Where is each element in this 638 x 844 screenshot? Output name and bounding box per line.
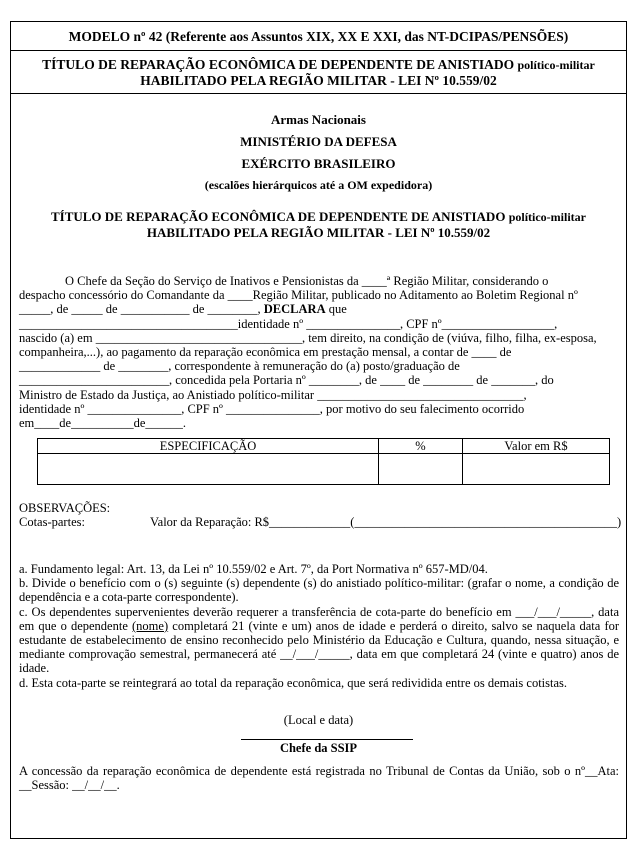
valor-reparacao: Valor da Reparação: R$_____________(__________________________________________) xyxy=(150,515,622,529)
title-repeat xyxy=(11,209,626,240)
document-title-header xyxy=(11,51,626,94)
note-c xyxy=(19,605,619,676)
valor-cell[interactable] xyxy=(463,454,610,485)
body-line: O Chefe da Seção do Serviço de Inativos e Pensionistas da ____ª Região Militar, considerando o xyxy=(65,274,549,288)
signature-line xyxy=(241,739,413,740)
body-line: _____, de _____ de ___________ de ________, DECLARA que xyxy=(19,302,347,317)
title-subtype: político-militar xyxy=(517,58,595,72)
note-c-part2: completará 21 (vinte e um) anos de idade e perderá o direito, salvo se naquela data for estudante de estabelecimento de ensino reconhecido pelo Ministério da Educação e Cultura, quando, nessa situação, e mediante comprovação semestral, permanecerá até __/___/_____, data em que completará 24 (vinte e quatro) anos de idade. xyxy=(19,618,620,676)
declaration-body xyxy=(19,274,619,430)
specification-table xyxy=(37,438,610,485)
body-line: em____de__________de______. xyxy=(19,416,186,431)
final-text: A concessão da reparação econômica de dependente está registrada no Tribunal de Contas da União, sob o nº__Ata: __Sessão: __/__/__. xyxy=(19,764,619,793)
title-law: HABILITADO PELA REGIÃO MILITAR - LEI Nº 10.559/02 xyxy=(140,73,497,88)
body-line: ________________________, concedida pela Portaria nº ________, de ____ de ________ de _______, do xyxy=(19,373,554,388)
title-repeat-law: HABILITADO PELA REGIÃO MILITAR - LEI Nº 10.559/02 xyxy=(146,225,491,240)
ministerio-heading: MINISTÉRIO DA DEFESA xyxy=(240,134,397,149)
note-c-part1: c. Os dependentes supervenientes deverão requerer a transferência de cota-parte do benefício em ___/___/_____, data em que o dependente xyxy=(19,604,619,633)
body-line: Ministro de Estado da Justiça, ao Anistiado político-militar _________________________________, xyxy=(19,387,527,402)
armas-nacionais: Armas Nacionais xyxy=(271,112,366,127)
note-b: b. Divide o benefício com o (s) seguinte (s) dependente (s) do anistiado político-militar: (grafar o nome, a condição de dependência e a cota-parte correspondente). xyxy=(19,576,619,605)
col-especificacao: ESPECIFICAÇÃO xyxy=(38,439,379,454)
body-line: nascido (a) em _________________________________, tem direito, na condição de (viúva, filho, filha, ex-esposa, xyxy=(19,330,597,345)
body-line: identidade nº _______________, CPF nº _______________, por motivo do seu falecimento ocorrido xyxy=(19,401,525,416)
notes-block xyxy=(19,562,619,690)
col-valor: Valor em R$ xyxy=(463,439,610,454)
chefe-ssip: Chefe da SSIP xyxy=(279,741,358,755)
percent-cell[interactable] xyxy=(379,454,463,485)
note-d: d. Esta cota-parte se reintegrará ao total da reparação econômica, que será redividida entre os demais cotistas. xyxy=(19,675,568,690)
col-percent: % xyxy=(379,439,463,454)
exercito-heading: EXÉRCITO BRASILEIRO xyxy=(241,156,396,171)
cotas-label: Cotas-partes: xyxy=(19,515,85,529)
declara-word: DECLARA xyxy=(263,302,326,317)
body-line: ___________________________________identidade nº _______________, CPF nº__________________, xyxy=(19,316,558,331)
local-data: (Local e data) xyxy=(283,713,354,727)
especificacao-cell[interactable] xyxy=(38,454,379,485)
title-main: TÍTULO DE REPARAÇÃO ECONÔMICA DE DEPENDENTE DE ANISTIADO xyxy=(42,57,515,72)
body-line: _____________ de ________, correspondente à remuneração do (a) posto/graduação de xyxy=(19,359,460,374)
title-repeat-subtype: político-militar xyxy=(508,210,587,224)
body-line: despacho concessório do Comandante da ____Região Militar, publicado no Aditamento ao Boletim Regional nº xyxy=(19,288,578,303)
title-repeat-main: TÍTULO DE REPARAÇÃO ECONÔMICA DE DEPENDENTE DE ANISTIADO xyxy=(50,209,506,224)
model-header: MODELO nº 42 (Referente aos Assuntos XIX, XX E XXI, das NT-DCIPAS/PENSÕES) xyxy=(11,22,626,51)
escaloes-heading: (escalões hierárquicos até a OM expedidora) xyxy=(204,178,433,192)
note-a: a. Fundamento legal: Art. 13, da Lei nº 10.559/02 e Art. 7º, da Port Normativa nº 657-MD/04. xyxy=(19,562,488,576)
body-line: companheira,...), ao pagamento da reparação econômica em prestação mensal, a contar de ____ de xyxy=(19,345,512,360)
note-c-nome: (nome) xyxy=(132,618,169,633)
observacoes-label: OBSERVAÇÕES: xyxy=(19,501,111,515)
tcu-registration xyxy=(19,764,619,792)
document-frame xyxy=(10,21,627,839)
